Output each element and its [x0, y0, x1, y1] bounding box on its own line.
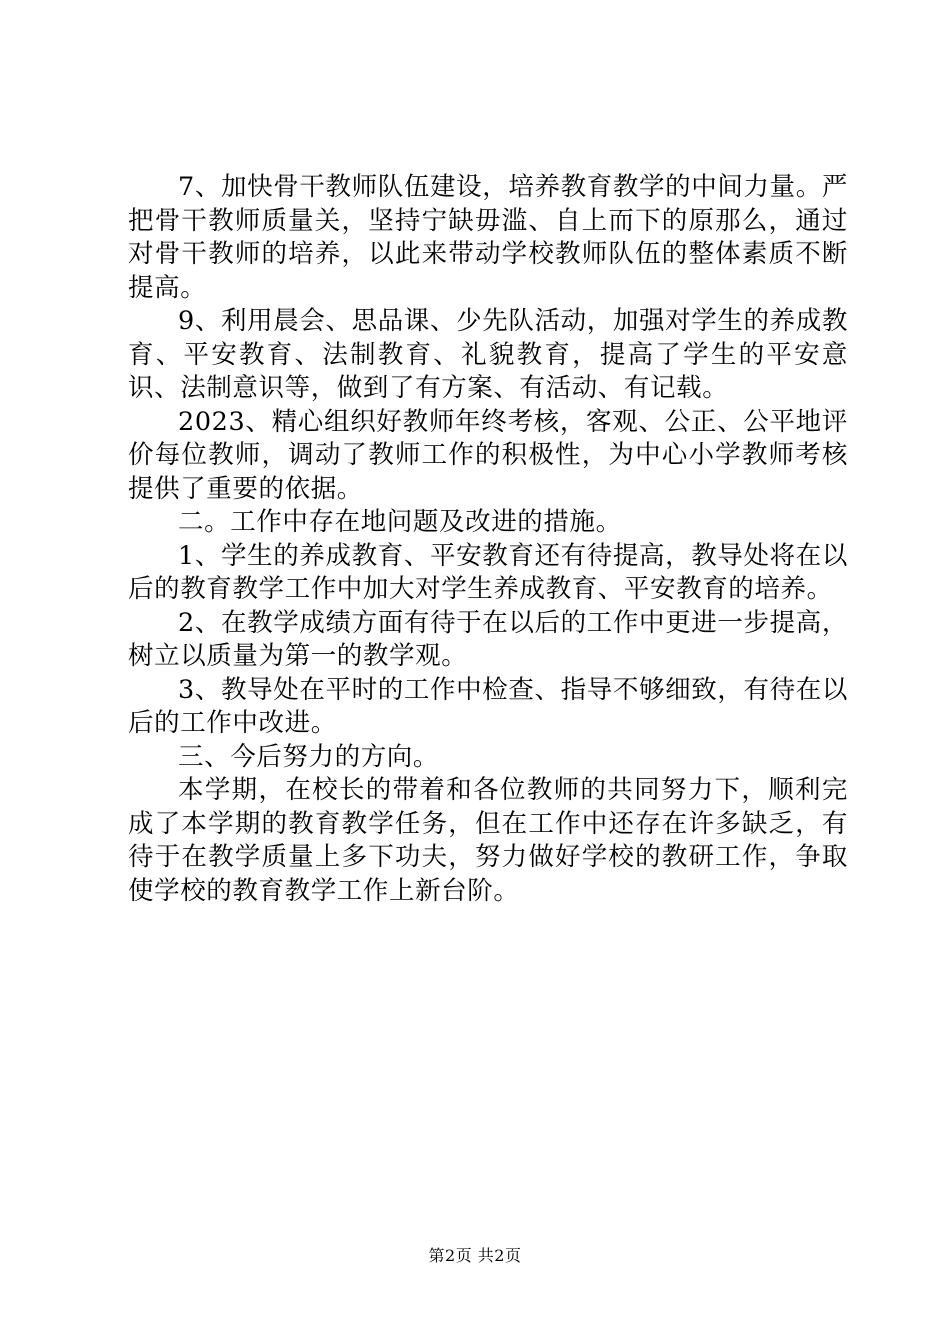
paragraph-2023-teacher-assessment: 2023、精心组织好教师年终考核，客观、公正、公平地评价每位教师，调动了教师工作的积极性，为中心小学教师考核提供了重要的依据。: [128, 406, 848, 504]
page-footer: 第2页 共2页: [428, 1246, 522, 1265]
paragraph-problem-2: 2、在教学成绩方面有待于在以后的工作中更进一步提高，树立以质量为第一的教学观。: [128, 607, 848, 671]
section-heading-problems: 二。工作中存在地问题及改进的措施。: [178, 507, 622, 537]
paragraph-7-backbone-teachers: 7、加快骨干教师队伍建设，培养教育教学的中间力量。严把骨干教师质量关，坚持宁缺毋滥、自上而下的原那么，通过对骨干教师的培养，以此来带动学校教师队伍的整体素质不断提高。: [128, 172, 848, 303]
document-body: [128, 171, 848, 908]
section-heading-future-direction: 三、今后努力的方向。: [178, 741, 440, 772]
paragraph-problem-3: 3、教导处在平时的工作中检查、指导不够细致，有待在以后的工作中改进。: [128, 674, 848, 738]
paragraph-9-student-education: 9、利用晨会、思品课、少先队活动，加强对学生的养成教育、平安教育、法制教育、礼貌教育，提高了学生的平安意识、法制意识等，做到了有方案、有活动、有记载。: [128, 306, 848, 403]
paragraph-conclusion: 本学期，在校长的带着和各位教师的共同努力下，顺利完成了本学期的教育教学任务，但在工作中还存在许多缺乏，有待于在教学质量上多下功夫，努力做好学校的教研工作，争取使学校的教育教学工作上新台阶。: [128, 775, 848, 906]
paragraph-problem-1: 1、学生的养成教育、平安教育还有待提高，教导处将在以后的教育教学工作中加大对学生养成教育、平安教育的培养。: [128, 540, 848, 604]
